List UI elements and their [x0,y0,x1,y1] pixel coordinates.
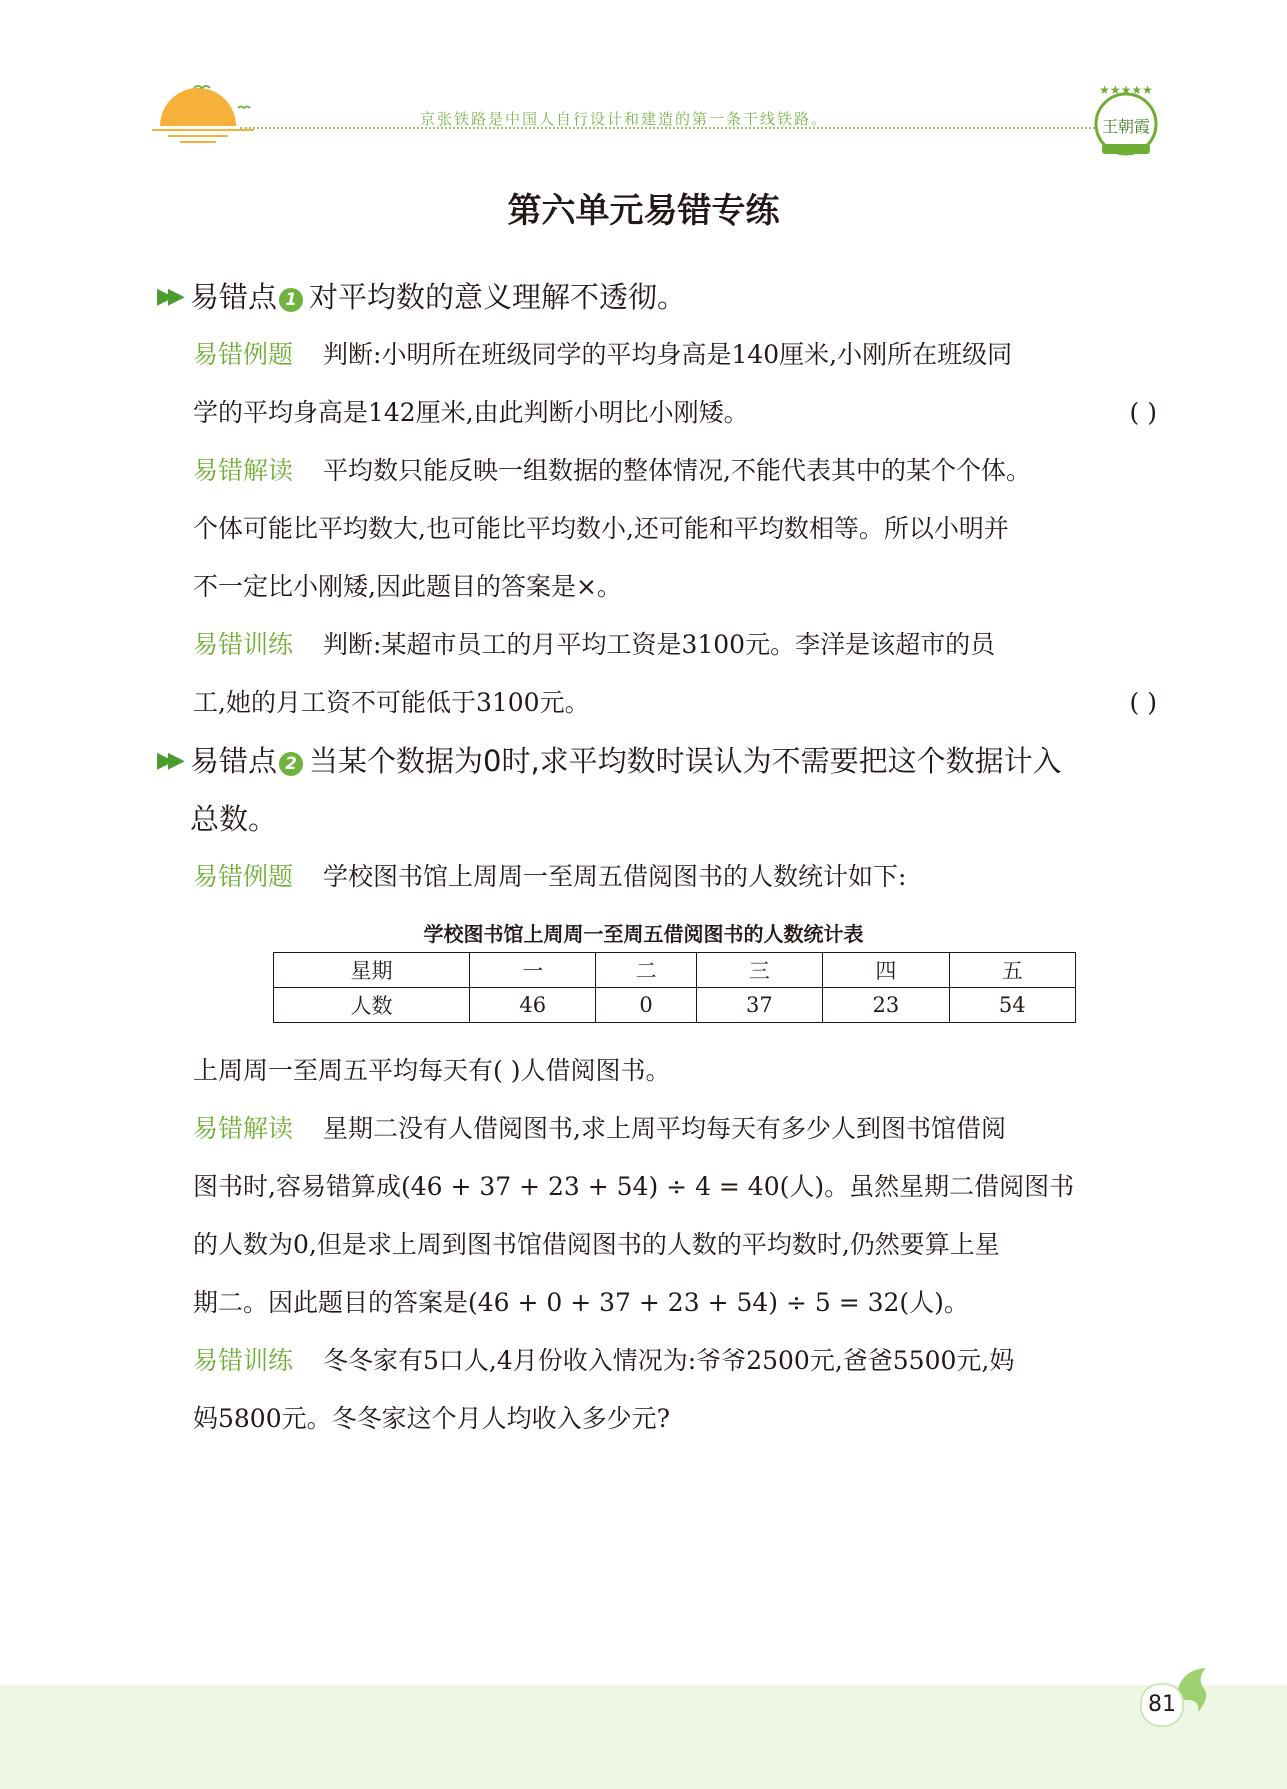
page-title: 第六单元易错专练 [507,191,780,231]
explain-line-3: 不一定比小刚矮,因此题目的答案是×。 [193,572,622,601]
double-arrow-icon: ▶▶ [157,284,179,309]
example-tag: 易错例题 [193,862,294,891]
example-line-1: 易错例题 判断:小明所在班级同学的平均身高是140厘米,小刚所在班级同 [193,340,1013,369]
error-point-2-heading-cont: 总数。 [190,802,278,836]
table-cell: 五 [949,953,1075,988]
sunset-icon [150,80,260,150]
table-cell: 四 [823,953,949,988]
explain-tag: 易错解读 [193,456,294,485]
train-line-1: 易错训练 冬冬家有5口人,4月份收入情况为:爷爷2500元,爸爸5500元,妈 [193,1346,1015,1375]
table-cell: 三 [696,953,822,988]
table-cell: 37 [696,988,822,1023]
table-cell: 46 [470,988,596,1023]
explain-line-4: 期二。因此题目的答案是(46 + 0 + 37 + 23 + 54) ÷ 5 = 32(人)。 [193,1288,969,1317]
question-line: 上周周一至周五平均每天有( )人借阅图书。 [193,1056,671,1085]
point-number-badge: 2 [279,752,303,776]
train-line-2: 妈5800元。冬冬家这个月人均收入多少元? [193,1404,671,1433]
answer-blank: ( ) [1129,398,1157,427]
error-point-1-heading [157,268,687,326]
point-number-badge: 1 [279,288,303,312]
page-number: 81 [1140,1683,1184,1727]
error-point-label: 易错点 [190,744,278,778]
example-tag: 易错例题 [193,340,294,369]
error-point-2-heading [157,732,1062,790]
answer-blank: ( ) [1129,688,1157,717]
explain-line-3: 的人数为0,但是求上周到图书馆借阅图书的人数的平均数时,仍然要算上星 [193,1230,1000,1259]
header-motto: 京张铁路是中国人自行设计和建造的第一条干线铁路。 [420,110,829,128]
example-line-1: 易错例题 学校图书馆上周周一至周五借阅图书的人数统计如下: [193,862,907,891]
train-line-2: 工,她的月工资不可能低于3100元。 ( ) [193,674,1157,732]
table-cell: 一 [470,953,596,988]
train-tag: 易错训练 [193,630,294,659]
table-cell: 星期 [274,953,470,988]
error-point-heading-text: 对平均数的意义理解不透彻。 [309,280,687,314]
table-row [274,988,1076,1023]
error-point-heading-text: 当某个数据为0时,求平均数时误认为不需要把这个数据计入 [309,744,1062,778]
train-line-1: 易错训练 判断:某超市员工的月平均工资是3100元。李洋是该超市的员 [193,630,996,659]
statistics-table [273,952,1076,1023]
table-cell: 23 [823,988,949,1023]
svg-text:王朝霞: 王朝霞 [1101,117,1151,136]
table-cell: 二 [596,953,696,988]
explain-tag: 易错解读 [193,1114,294,1143]
table-cell: 54 [949,988,1075,1023]
explain-line-2: 个体可能比平均数大,也可能比平均数小,还可能和平均数相等。所以小明并 [193,514,1009,543]
table-cell: 人数 [274,988,470,1023]
table-cell: 0 [596,988,696,1023]
explain-line-2: 图书时,容易错算成(46 + 37 + 23 + 54) ÷ 4 = 40(人)。虽然星期二借阅图书 [193,1172,1075,1201]
explain-line-1: 易错解读 星期二没有人借阅图书,求上周平均每天有多少人到图书馆借阅 [193,1114,1006,1143]
table-header-row [274,953,1076,988]
brand-logo-icon [1090,80,1162,166]
explain-line-1: 易错解读 平均数只能反映一组数据的整体情况,不能代表其中的某个个体。 [193,456,1031,485]
error-point-label: 易错点 [190,280,278,314]
double-arrow-icon: ▶▶ [157,748,179,773]
table-caption: 学校图书馆上周周一至周五借阅图书的人数统计表 [423,922,864,946]
footer-band [0,1685,1287,1789]
example-line-2: 学的平均身高是142厘米,由此判断小明比小刚矮。 ( ) [193,384,1157,442]
train-tag: 易错训练 [193,1346,294,1375]
svg-text:★★★★★: ★★★★★ [1099,83,1153,97]
